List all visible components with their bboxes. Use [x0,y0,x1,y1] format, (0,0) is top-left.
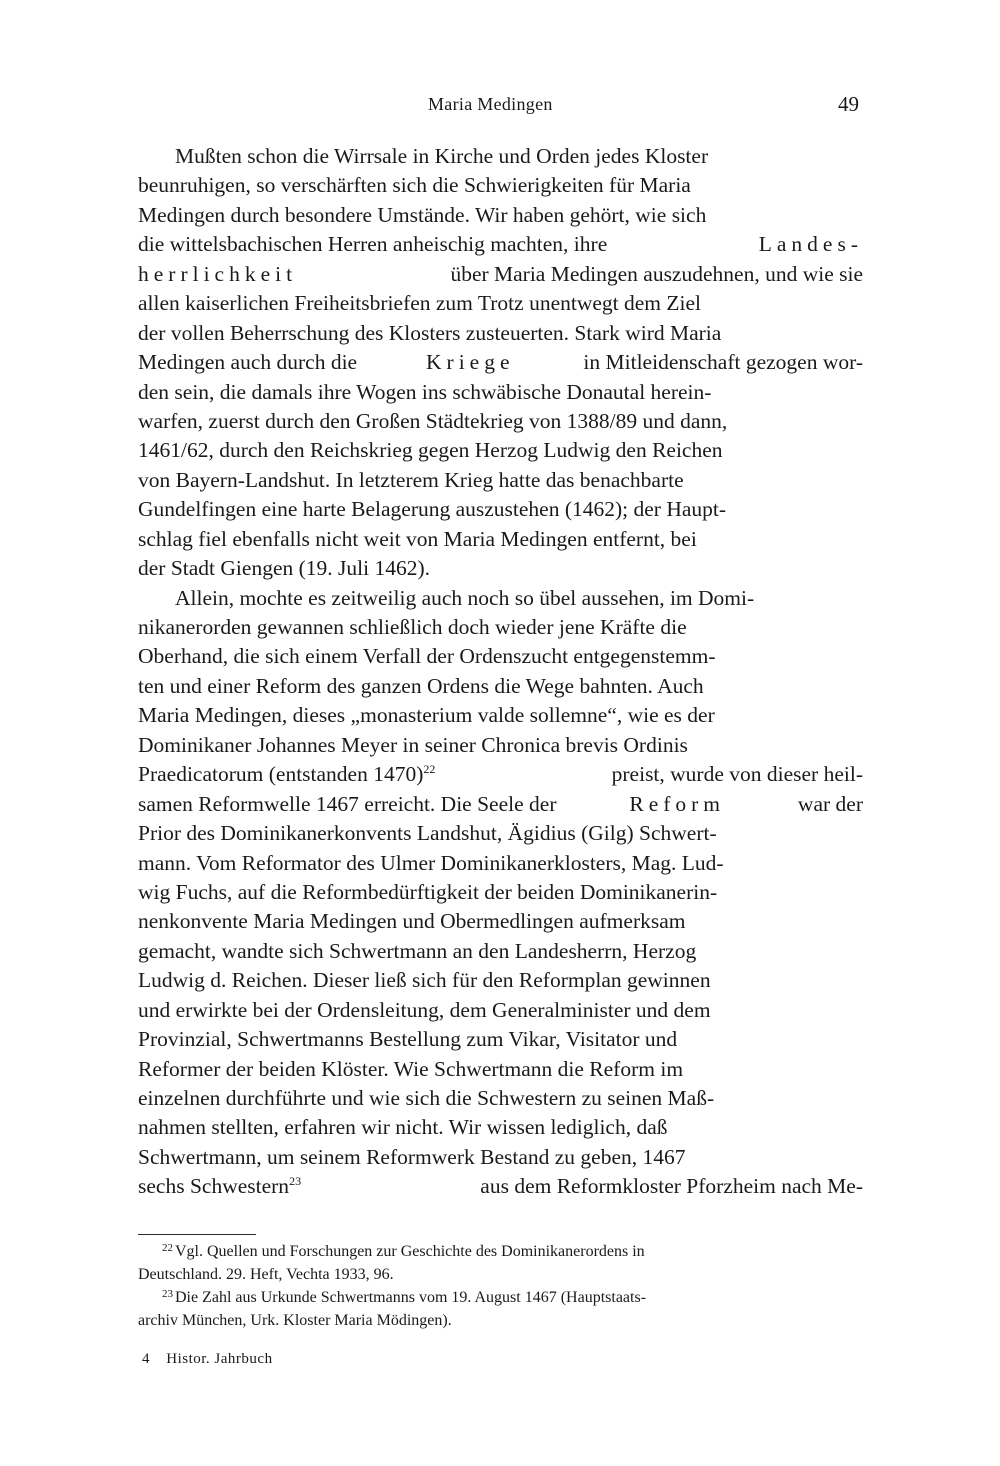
line-text: Dominikaner Johannes Meyer in seiner Chronica brevis Ordinis [138,732,688,757]
text-line [138,613,863,642]
line-text: der vollen Beherrschung des Klosters zusteuerten. Stark wird Maria [138,320,722,345]
signature-text: Histor. Jahrbuch [166,1351,273,1367]
line-text: war der [797,791,863,816]
text-line [138,525,863,554]
footnote-line [162,1286,646,1309]
line-text: nenkonvente Maria Medingen und Obermedlingen aufmerksam [138,909,686,934]
line-text: Prior des Dominikanerkonvents Landshut, Ägidius (Gilg) Schwert- [138,821,717,846]
text-line [138,907,863,936]
text-line [138,849,863,878]
line-fragment: Praedicatorum (entstanden 1470) [138,762,424,787]
text-line [138,672,863,701]
text-line [138,230,863,259]
line-text [138,760,435,789]
line-text: 1461/62, durch den Reichskrieg gegen Herzog Ludwig den Reichen [138,438,723,463]
text-line [138,201,863,230]
spaced-emphasis: herrlichkeit [138,261,298,286]
line-text: Provinzial, Schwertmanns Bestellung zum Vikar, Visitator und [138,1027,678,1052]
line-text: ten und einer Reform des ganzen Ordens die Wege bahnten. Auch [138,673,704,698]
spaced-emphasis: Reform [629,791,726,816]
footnotes [138,1240,863,1332]
line-text: schlag fiel ebenfalls nicht weit von Maria Medingen entfernt, bei [138,526,697,551]
footnote-divider [138,1234,256,1235]
line-text: Ludwig d. Reichen. Dieser ließ sich für den Reformplan gewinnen [138,968,711,993]
text-line [138,466,863,495]
text-line [138,1055,863,1084]
line-text: Oberhand, die sich einem Verfall der Ordenszucht entgegenstemm- [138,644,716,669]
text-line [138,289,863,318]
line-text: beunruhigen, so verschärften sich die Schwierigkeiten für Maria [138,173,691,198]
text-line [138,1113,863,1142]
text-line [138,260,863,289]
signature-number: 4 [142,1351,150,1367]
running-head [0,94,1000,118]
text-line [138,937,863,966]
text-line [138,701,863,730]
line-text: die wittelsbachischen Herren anheischig machten, ihre [138,232,608,257]
spaced-emphasis: Kriege [426,350,515,375]
body-text [138,142,863,1202]
line-text: nikanerorden gewannen schließlich doch wieder jene Kräfte die [138,615,687,639]
text-line [138,495,863,524]
footnote-23 [138,1286,863,1309]
line-text: wig Fuchs, auf die Reformbedürftigkeit der beiden Dominikanerin- [138,879,718,904]
text-line [138,819,863,848]
line-text: allen kaiserlichen Freiheitsbriefen zum Trotz unentwegt dem Ziel [138,291,702,316]
spaced-emphasis: Landes- [758,232,863,257]
footnote-text: Die Zahl aus Urkunde Schwertmanns vom 19. August 1467 (Hauptstaats- [175,1289,647,1306]
footnote-22-continuation [138,1263,863,1286]
text-line [138,554,863,583]
line-text: Allein, mochte es zeitweilig auch noch so übel aussehen, im Domi- [175,585,755,610]
line-text: in Mitleidenschaft gezogen wor- [583,350,863,375]
text-line [138,1025,863,1054]
text-line [138,878,863,907]
line-text: gemacht, wandte sich Schwertmann an den Landesherrn, Herzog [138,938,697,963]
line-text: einzelnen durchführte und wie sich die Schwestern zu seinen Maß- [138,1086,715,1110]
line-text: mann. Vom Reformator des Ulmer Dominikanerklosters, Mag. Lud- [138,850,724,875]
text-line [138,171,863,200]
text-line [138,1172,863,1201]
text-line [138,1143,863,1172]
footnote-reference-23[interactable]: 23 [289,1174,302,1189]
line-text: samen Reformwelle 1467 erreicht. Die Seele der [138,791,557,816]
footnote-reference-22[interactable]: 22 [423,762,436,777]
line-text: Maria Medingen, dieses „monasterium valde sollemne“, wie es der [138,703,715,728]
line-text: Schwertmann, um seinem Reformwerk Bestand zu geben, 1467 [138,1144,686,1169]
footnote-mark: 23 [162,1288,173,1300]
footnote-23-continuation [138,1309,863,1332]
text-line [138,142,863,171]
paragraph-2 [138,584,863,1202]
footnote-text: Deutschland. 29. Heft, Vechta 1933, 96. [138,1266,394,1283]
footnote-line [162,1240,645,1263]
line-fragment: sechs Schwestern [138,1174,290,1199]
line-text: Medingen auch durch die [138,350,358,375]
text-line [138,348,863,377]
text-line [138,790,863,819]
line-text: den sein, die damals ihre Wogen ins schwäbische Donautal herein- [138,379,712,404]
text-line [138,966,863,995]
text-line [138,996,863,1025]
footnote-mark: 22 [162,1242,173,1254]
footnote-text: Vgl. Quellen und Forschungen zur Geschichte des Dominikanerordens in [175,1243,645,1260]
text-line [138,407,863,436]
text-line [138,731,863,760]
text-line [138,436,863,465]
line-text: aus dem Reformkloster Pforzheim nach Me- [480,1174,863,1199]
line-text: Reformer der beiden Klöster. Wie Schwertmann die Reform im [138,1056,684,1081]
footnote-text: archiv München, Urk. Kloster Maria Mödingen). [138,1312,452,1329]
text-line [138,760,863,789]
text-line [138,642,863,671]
paragraph-1 [138,142,863,584]
line-text: preist, wurde von dieser heil- [611,762,863,787]
text-line [138,378,863,407]
text-line [138,584,863,613]
text-line [138,319,863,348]
running-title: Maria Medingen [428,94,553,114]
line-text: und erwirkte bei der Ordensleitung, dem Generalminister und dem [138,997,711,1022]
line-text: der Stadt Giengen (19. Juli 1462). [138,556,430,581]
line-text: von Bayern-Landshut. In letzterem Krieg hatte das benachbarte [138,467,684,492]
line-text: Mußten schon die Wirrsale in Kirche und Orden jedes Kloster [175,144,709,168]
line-text: Gundelfingen eine harte Belagerung auszustehen (1462); der Haupt- [138,497,727,522]
line-text: nahmen stellten, erfahren wir nicht. Wir wissen lediglich, daß [138,1115,668,1140]
page-number: 49 [838,92,859,116]
line-text: Medingen durch besondere Umstände. Wir haben gehört, wie sich [138,202,707,227]
text-line [138,1084,863,1113]
printer-signature [142,1351,273,1368]
line-text: über Maria Medingen auszudehnen, und wie sie [450,261,863,286]
line-text [138,1172,301,1201]
footnote-22 [138,1240,863,1263]
line-text: warfen, zuerst durch den Großen Städtekrieg von 1388/89 und dann, [138,408,728,433]
